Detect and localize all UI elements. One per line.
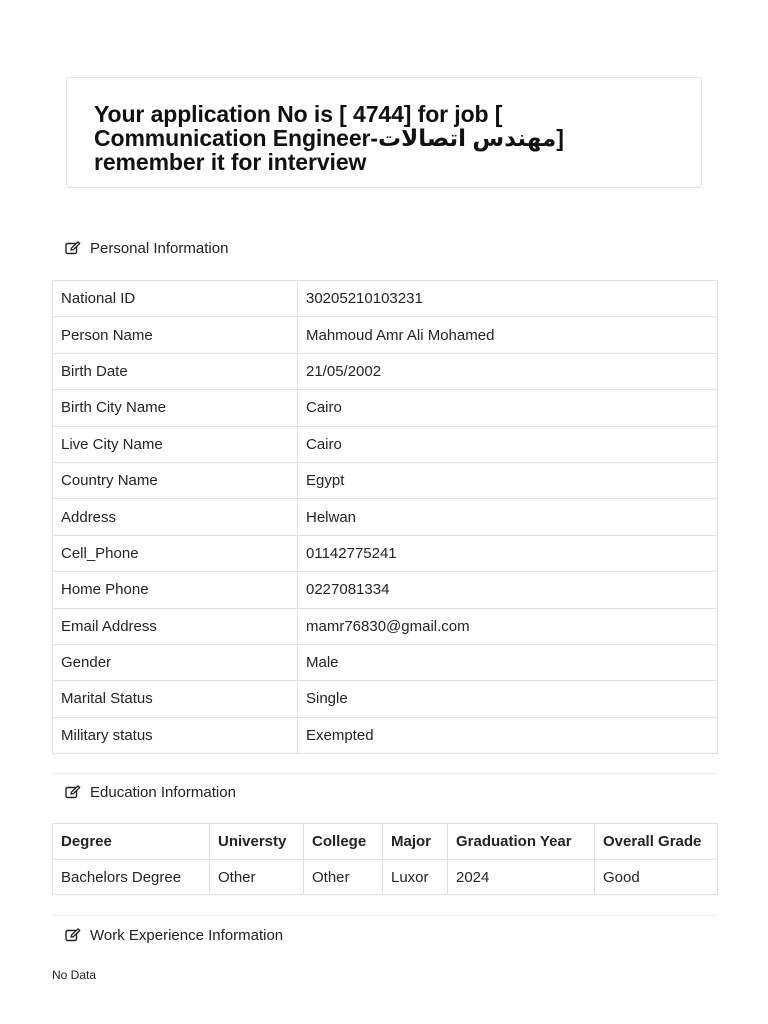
field-value: Egypt bbox=[298, 462, 718, 498]
table-cell: Luxor bbox=[383, 860, 448, 895]
field-value: Male bbox=[298, 644, 718, 680]
field-value: Cairo bbox=[298, 426, 718, 462]
field-label: Birth City Name bbox=[53, 390, 298, 426]
field-label: Address bbox=[53, 499, 298, 535]
table-row bbox=[53, 535, 718, 571]
column-header: College bbox=[304, 824, 383, 860]
column-header: Graduation Year bbox=[448, 824, 595, 860]
edit-icon bbox=[65, 785, 81, 799]
personal-info-table bbox=[52, 280, 718, 754]
field-label: Gender bbox=[53, 644, 298, 680]
work-section-header bbox=[65, 925, 283, 945]
section-divider bbox=[52, 915, 718, 916]
no-data-text: No Data bbox=[52, 968, 97, 982]
field-value: Exempted bbox=[298, 717, 718, 753]
field-value: 30205210103231 bbox=[298, 281, 718, 317]
table-row bbox=[53, 281, 718, 317]
field-value: 21/05/2002 bbox=[298, 353, 718, 389]
table-row bbox=[53, 499, 718, 535]
application-notice-box bbox=[66, 77, 702, 188]
table-cell: Good bbox=[595, 860, 718, 895]
field-label: Country Name bbox=[53, 462, 298, 498]
education-section-header bbox=[65, 782, 236, 802]
field-value: Helwan bbox=[298, 499, 718, 535]
table-cell: Other bbox=[210, 860, 304, 895]
education-table bbox=[52, 823, 718, 895]
edit-icon bbox=[65, 928, 81, 942]
personal-section-header bbox=[65, 238, 228, 258]
table-row bbox=[53, 317, 718, 353]
table-row bbox=[53, 462, 718, 498]
field-label: Marital Status bbox=[53, 681, 298, 717]
table-row bbox=[53, 353, 718, 389]
table-row bbox=[53, 608, 718, 644]
table-cell: 2024 bbox=[448, 860, 595, 895]
field-label: Person Name bbox=[53, 317, 298, 353]
field-label: Email Address bbox=[53, 608, 298, 644]
field-label: Home Phone bbox=[53, 572, 298, 608]
field-label: Military status bbox=[53, 717, 298, 753]
table-row bbox=[53, 644, 718, 680]
field-label: Cell_Phone bbox=[53, 535, 298, 571]
table-row bbox=[53, 426, 718, 462]
edit-icon bbox=[65, 241, 81, 255]
table-row bbox=[53, 860, 718, 895]
column-header: Degree bbox=[53, 824, 210, 860]
section-divider bbox=[52, 773, 718, 774]
column-header: Major bbox=[383, 824, 448, 860]
section-title: Personal Information bbox=[90, 239, 229, 257]
field-value: Single bbox=[298, 681, 718, 717]
field-label: Birth Date bbox=[53, 353, 298, 389]
field-value: mamr76830@gmail.com bbox=[298, 608, 718, 644]
field-value: 01142775241 bbox=[298, 535, 718, 571]
section-title: Education Information bbox=[90, 783, 236, 801]
table-header-row bbox=[53, 824, 718, 860]
field-value: Cairo bbox=[298, 390, 718, 426]
table-cell: Other bbox=[304, 860, 383, 895]
field-label: Live City Name bbox=[53, 426, 298, 462]
section-title: Work Experience Information bbox=[90, 926, 284, 944]
table-row bbox=[53, 390, 718, 426]
table-cell: Bachelors Degree bbox=[53, 860, 210, 895]
field-value: 0227081334 bbox=[298, 572, 718, 608]
column-header: Universty bbox=[210, 824, 304, 860]
field-label: National ID bbox=[53, 281, 298, 317]
column-header: Overall Grade bbox=[595, 824, 718, 860]
table-row bbox=[53, 717, 718, 753]
table-row bbox=[53, 681, 718, 717]
field-value: Mahmoud Amr Ali Mohamed bbox=[298, 317, 718, 353]
table-row bbox=[53, 572, 718, 608]
application-notice: Your application No is [ 4744] for job [ Communication Engineer-مهندس اتصالات] remember it for interview bbox=[94, 101, 564, 175]
